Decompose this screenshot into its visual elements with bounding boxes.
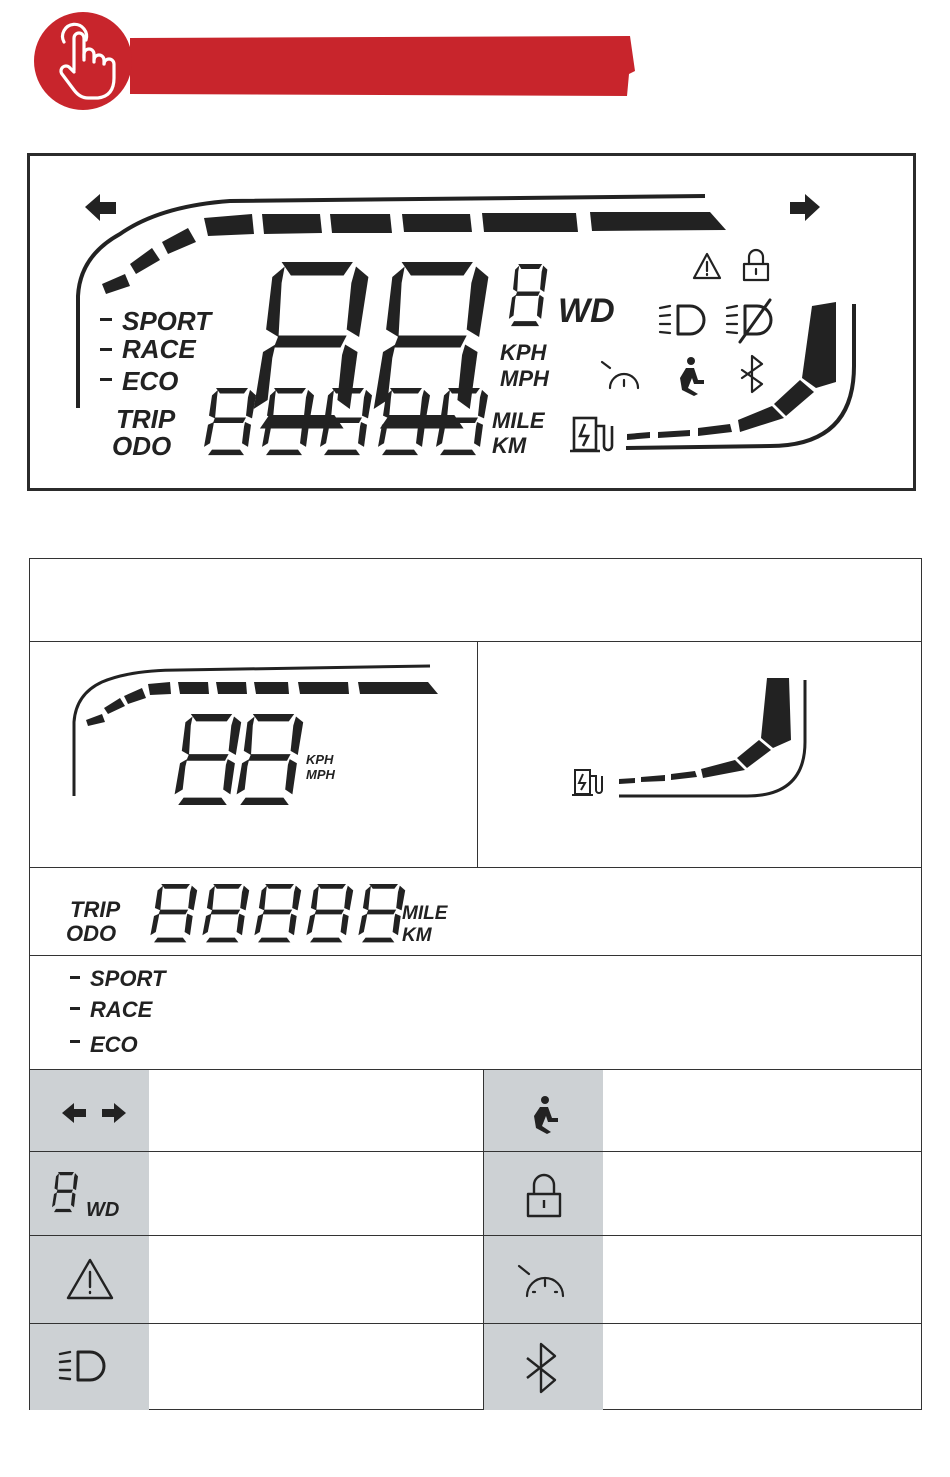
battery-cell [479, 642, 921, 867]
svg-text:WD: WD [86, 1199, 120, 1221]
tap-hand-icon [34, 12, 132, 110]
drive-suffix: WD [558, 292, 615, 330]
drive-mode-wd-icon [30, 1152, 149, 1235]
speedometer-cell [30, 642, 477, 867]
odometer-digits [150, 884, 405, 942]
right-turn-arrow-icon [790, 194, 820, 221]
mph-label: MPH [500, 366, 549, 391]
warning-triangle-icon [30, 1236, 149, 1323]
headlight-off-icon [727, 300, 771, 342]
lock-icon [744, 250, 768, 280]
km-label: KM [492, 433, 527, 458]
legend-icon-cell [483, 1152, 603, 1235]
km-label: KM [402, 925, 432, 946]
odometer-cell [30, 868, 921, 955]
warning-triangle-icon [694, 254, 720, 278]
speed-digits [175, 714, 304, 805]
kph-label: KPH [500, 340, 547, 365]
mile-label: MILE [402, 903, 448, 924]
mode-sport: SPORT [90, 966, 166, 991]
charge-pump-icon [570, 418, 612, 451]
cruise-control-icon [483, 1236, 603, 1323]
legend-icon-cell [483, 1324, 603, 1410]
legend-icon-cell [483, 1070, 603, 1151]
speed-bar-segments [102, 212, 726, 294]
lcd-display-overview [27, 153, 916, 491]
legend-icon-cell [30, 1152, 149, 1235]
headlight-low-icon [660, 306, 704, 334]
legend-icon-cell [483, 1236, 603, 1323]
mph-label: MPH [306, 767, 335, 782]
mode-race: RACE [122, 334, 196, 364]
mode-eco: ECO [90, 1032, 138, 1057]
bluetooth-icon [483, 1324, 603, 1410]
walk-mode-icon [680, 357, 704, 396]
section-header-bar [130, 36, 635, 96]
walk-mode-icon [483, 1070, 603, 1151]
trip-label: TRIP [116, 404, 176, 434]
odo-label: ODO [66, 921, 117, 946]
legend-icon-cell [30, 1236, 149, 1323]
mode-sport: SPORT [122, 306, 212, 336]
legend-table [29, 558, 922, 1410]
cruise-control-icon [602, 362, 638, 388]
drive-mode-digit [509, 264, 547, 326]
modes-cell [30, 956, 921, 1069]
battery-bar-segments [627, 302, 836, 440]
odo-label: ODO [112, 431, 172, 461]
bluetooth-icon [742, 356, 762, 392]
table-title-cell [30, 559, 921, 641]
mile-label: MILE [492, 408, 545, 433]
left-turn-arrow-icon [85, 194, 116, 221]
mode-eco: ECO [122, 366, 179, 396]
legend-icon-cell [30, 1324, 149, 1410]
legend-icon-cell [30, 1070, 149, 1151]
speed-digits [254, 262, 489, 429]
header-badge [34, 12, 132, 110]
trip-label: TRIP [70, 897, 121, 922]
mode-race: RACE [90, 997, 153, 1022]
headlight-icon [30, 1324, 149, 1410]
kph-label: KPH [306, 752, 334, 767]
turn-signal-arrows-icon [30, 1070, 149, 1151]
lock-icon [483, 1152, 603, 1235]
charge-pump-icon [572, 770, 602, 795]
battery-bar-segments [619, 678, 791, 784]
